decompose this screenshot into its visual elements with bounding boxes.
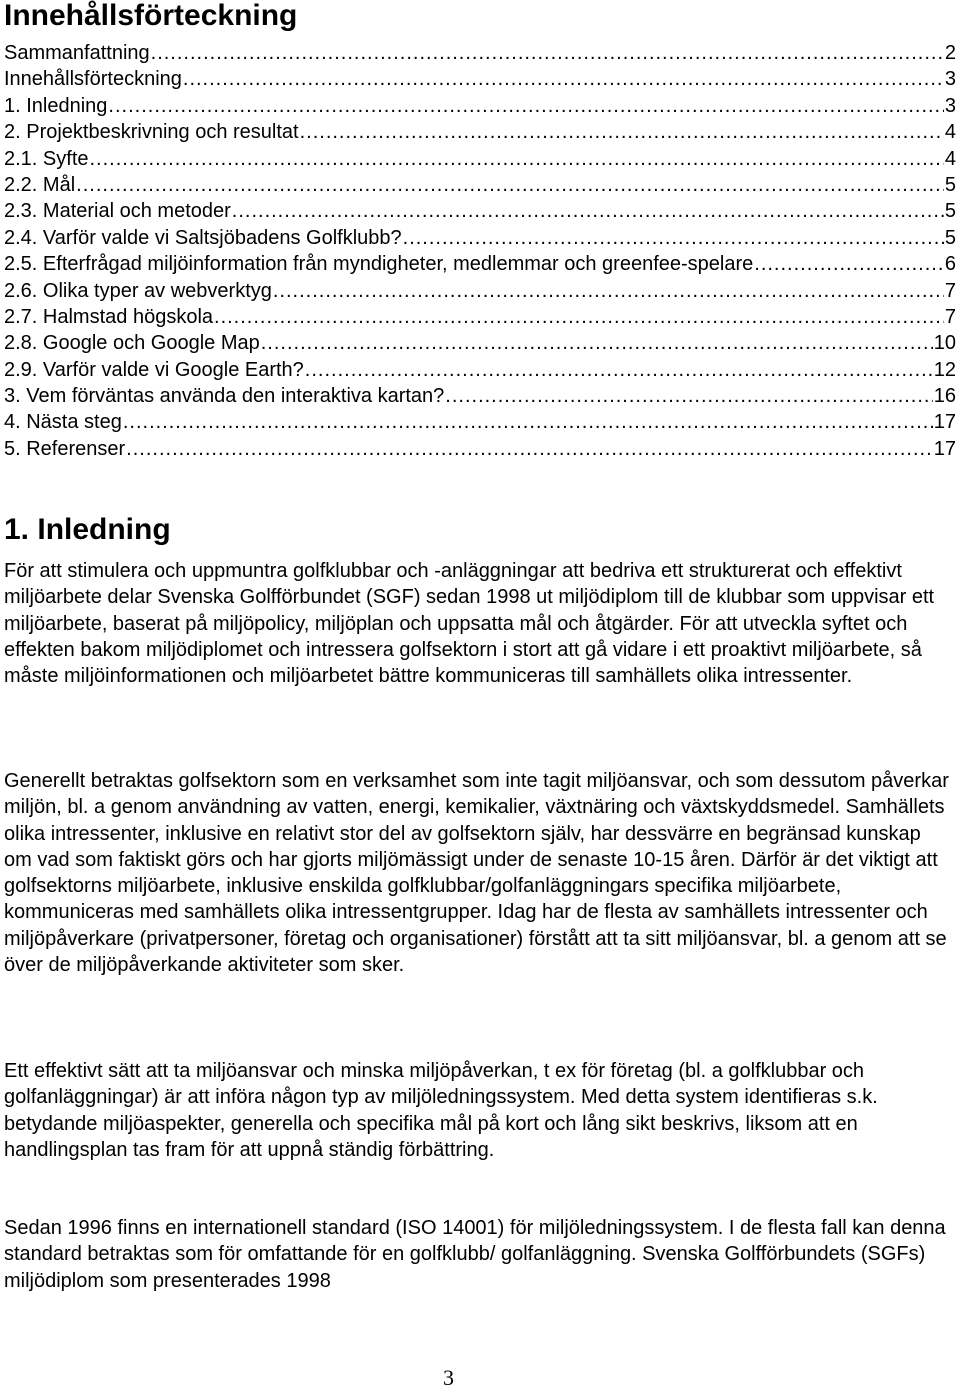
toc-entry[interactable] [4, 304, 956, 330]
toc-leader-dots [90, 146, 944, 172]
toc-entry-page: 3 [944, 68, 956, 91]
toc-entry-page: 5 [944, 173, 956, 196]
toc-entry-label: 2.5. Efterfrågad miljöinformation från myndigheter, medlemmar och greenfee-spelare [4, 253, 754, 276]
toc-entry-label: Sammanfattning [4, 42, 150, 64]
page-number: 3 [443, 1365, 454, 1390]
toc-entry-page: 12 [933, 358, 956, 381]
toc-leader-dots [300, 119, 944, 145]
section-heading: 1. Inledning [4, 513, 171, 546]
toc-entry-label: 2.9. Varför valde vi Google Earth? [4, 358, 304, 381]
toc-entry-page: 7 [944, 279, 956, 302]
body-paragraph: Sedan 1996 finns en internationell standard (ISO 14001) för miljöledningssystem. I de flesta fall kan denna standard betraktas som för omfattande för en golfklubb/ golfanläggning. Svenska Golfförbundets (SGFs) miljödiplom som presenterades 1998 [4, 1217, 946, 1292]
toc-heading: Innehållsförteckning [4, 0, 298, 32]
toc-entry-page: 16 [933, 385, 956, 408]
toc-leader-dots [273, 278, 944, 304]
toc-entry-label: 2.7. Halmstad högskola [4, 305, 214, 328]
toc-entry-label: Innehållsförteckning [4, 68, 182, 91]
toc-entry[interactable] [4, 93, 956, 119]
body-paragraph: För att stimulera och uppmuntra golfklubbar och -anläggningar att bedriva ett strukturerat och effektivt miljöarbete delar Svenska Golfförbundet (SGF) sedan 1998 ut miljödiplom till de klubbar som uppvisar ett miljöarbete, baserat på miljöpolicy, miljöplan och uppsatta mål och åtgärder. För att utveckla syftet och effekten bakom miljödiplomet och intressera golfsektorn i stort att gå vidare i ett proaktivt miljöarbete, så måste miljöinformationen och miljöarbetet bättre kommuniceras till samhällets olika intressenter. [4, 560, 935, 688]
toc-entry-label: 2. Projektbeskrivning och resultat [4, 121, 299, 144]
toc-entry-page: 7 [944, 305, 956, 328]
body-paragraph: Generellt betraktas golfsektorn som en verksamhet som inte tagit miljöansvar, och som dessutom påverkar miljön, bl. a genom användning av vatten, energi, kemikalier, växtnäring och växtskyddsmedel. Samhällets olika intressenter, inklusive en relativt stor del av golfsektorn själv, har dessvärre en begränsad kunskap om vad som faktiskt görs och har gjorts miljömässigt under de senaste 10-15 åren. Därför är det viktigt att golfsektorns miljöarbete, inklusive enskilda golfklubbar/golfanläggningars specifika miljöarbete, kommuniceras med samhällets olika intressentgrupper. Idag har de flesta av samhällets intressenter och miljöpåverkare (privatpersoner, företag och organisationer) förstått att ta sitt miljöansvar, bl. a genom att se över de miljöpåverkande aktiviteter som sker. [4, 770, 949, 977]
toc-leader-dots [123, 409, 933, 435]
toc-entry-label: 2.4. Varför valde vi Saltsjöbadens Golfklubb? [4, 226, 402, 249]
toc-entry[interactable] [4, 278, 956, 304]
toc-entry-page: 3 [944, 94, 956, 117]
toc-entry[interactable] [4, 357, 956, 383]
toc-entry[interactable] [4, 436, 956, 462]
toc-entry[interactable] [4, 172, 956, 198]
toc-entry-label: 5. Referenser [4, 437, 126, 460]
toc-entry[interactable] [4, 198, 956, 224]
toc-entry-page: 2 [944, 42, 956, 64]
toc-entry-page: 17 [933, 411, 956, 434]
toc-entry-page: 17 [933, 437, 956, 460]
toc-entry-page: 6 [944, 253, 956, 276]
toc-entry-label: 3. Vem förväntas använda den interaktiva kartan? [4, 385, 445, 408]
toc-leader-dots [76, 172, 944, 198]
table-of-contents [4, 40, 956, 462]
body-paragraph: Ett effektivt sätt att ta miljöansvar och minska miljöpåverkan, t ex för företag (bl. a golfklubbar och golfanläggningar) är att införa någon typ av miljöledningssystem. Med detta system identifieras s.k. betydande miljöaspekter, generella och specifika mål på kort och lång sikt beskrivs, liksom att en handlingsplan tas fram för att uppnå ständig förbättring. [4, 1060, 878, 1161]
toc-leader-dots [151, 40, 944, 66]
toc-entry-label: 2.2. Mål [4, 173, 76, 196]
toc-entry[interactable] [4, 66, 956, 92]
toc-leader-dots [305, 357, 933, 383]
toc-entry[interactable] [4, 40, 956, 66]
toc-entry-page: 4 [944, 121, 956, 144]
toc-leader-dots [754, 251, 944, 277]
toc-entry[interactable] [4, 146, 956, 172]
toc-leader-dots [261, 330, 933, 356]
toc-entry[interactable] [4, 330, 956, 356]
toc-entry[interactable] [4, 409, 956, 435]
toc-leader-dots [403, 225, 944, 251]
toc-entry[interactable] [4, 251, 956, 277]
toc-entry-page: 10 [933, 332, 956, 355]
toc-entry-page: 5 [944, 200, 956, 223]
toc-leader-dots [214, 304, 944, 330]
toc-leader-dots [108, 93, 943, 119]
toc-entry-label: 4. Nästa steg [4, 411, 122, 434]
toc-entry[interactable] [4, 225, 956, 251]
toc-entry[interactable] [4, 383, 956, 409]
toc-entry-label: 2.1. Syfte [4, 147, 89, 170]
toc-entry-page: 5 [944, 226, 956, 249]
toc-entry-label: 2.3. Material och metoder [4, 200, 231, 223]
toc-entry-page: 4 [944, 147, 956, 170]
toc-leader-dots [232, 198, 944, 224]
toc-leader-dots [183, 66, 944, 92]
toc-leader-dots [126, 436, 933, 462]
toc-entry-label: 2.6. Olika typer av webverktyg [4, 279, 272, 302]
toc-leader-dots [445, 383, 932, 409]
toc-entry-label: 2.8. Google och Google Map [4, 332, 260, 355]
toc-entry[interactable] [4, 119, 956, 145]
toc-entry-label: 1. Inledning [4, 94, 108, 117]
